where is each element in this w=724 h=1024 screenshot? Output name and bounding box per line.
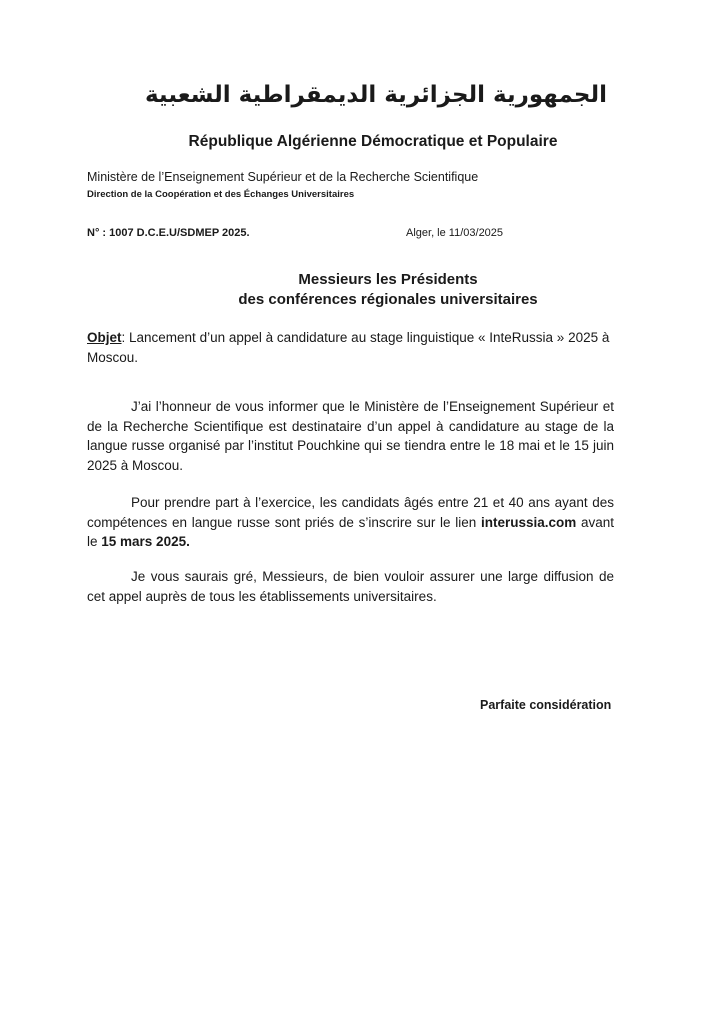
addressee-block bbox=[0, 270, 724, 310]
arabic-republic-title: الجمهورية الجزائرية الديمقراطية الشعبية bbox=[144, 82, 608, 108]
paragraph-2-middle: avant le bbox=[87, 514, 614, 549]
paragraph-1 bbox=[87, 397, 614, 475]
deadline-date: 15 mars 2025. bbox=[101, 534, 190, 549]
ministry-name: Ministère de l’Enseignement Supérieur et de la Recherche Scientifique bbox=[87, 170, 479, 184]
addressee-line-2: des conférences régionales universitaires bbox=[238, 291, 538, 308]
paragraph-1-text: J’ai l’honneur de vous informer que le Ministère de l’Enseignement Supérieur et de la Recherche Scientifique est destinataire d’un appel à candidature au stage de la langue russe organisé par l’institut Pouchkine qui se tiendra entre le 18 mai et le 15 juin 2025 à Moscou. bbox=[87, 399, 614, 473]
direction-name: Direction de la Coopération et des Échanges Universitaires bbox=[87, 189, 355, 200]
paragraph-2 bbox=[87, 493, 614, 552]
subject-text: : Lancement d’un appel à candidature au stage linguistique « InteRussia » 2025 à Moscou. bbox=[87, 330, 610, 365]
subject-label: Objet bbox=[87, 330, 122, 345]
subject-line bbox=[87, 328, 614, 367]
closing-salutation: Parfaite considération bbox=[480, 698, 612, 712]
registration-link[interactable]: interussia.com bbox=[480, 514, 577, 530]
reference-number: N° : 1007 D.C.E.U/SDMEP 2025. bbox=[87, 227, 250, 239]
addressee-line-1: Messieurs les Présidents bbox=[298, 271, 478, 288]
paragraph-3 bbox=[87, 567, 614, 606]
french-republic-title: République Algérienne Démocratique et Populaire bbox=[188, 133, 558, 150]
place-and-date: Alger, le 11/03/2025 bbox=[406, 227, 504, 239]
paragraph-2-text: Pour prendre part à l’exercice, les candidats âgés entre 21 et 40 ans ayant des compétences en langue russe sont priés de s’inscrire sur le lien bbox=[87, 495, 614, 530]
paragraph-3-text: Je vous saurais gré, Messieurs, de bien vouloir assurer une large diffusion de cet appel auprès de tous les établissements universitaires. bbox=[87, 569, 614, 604]
